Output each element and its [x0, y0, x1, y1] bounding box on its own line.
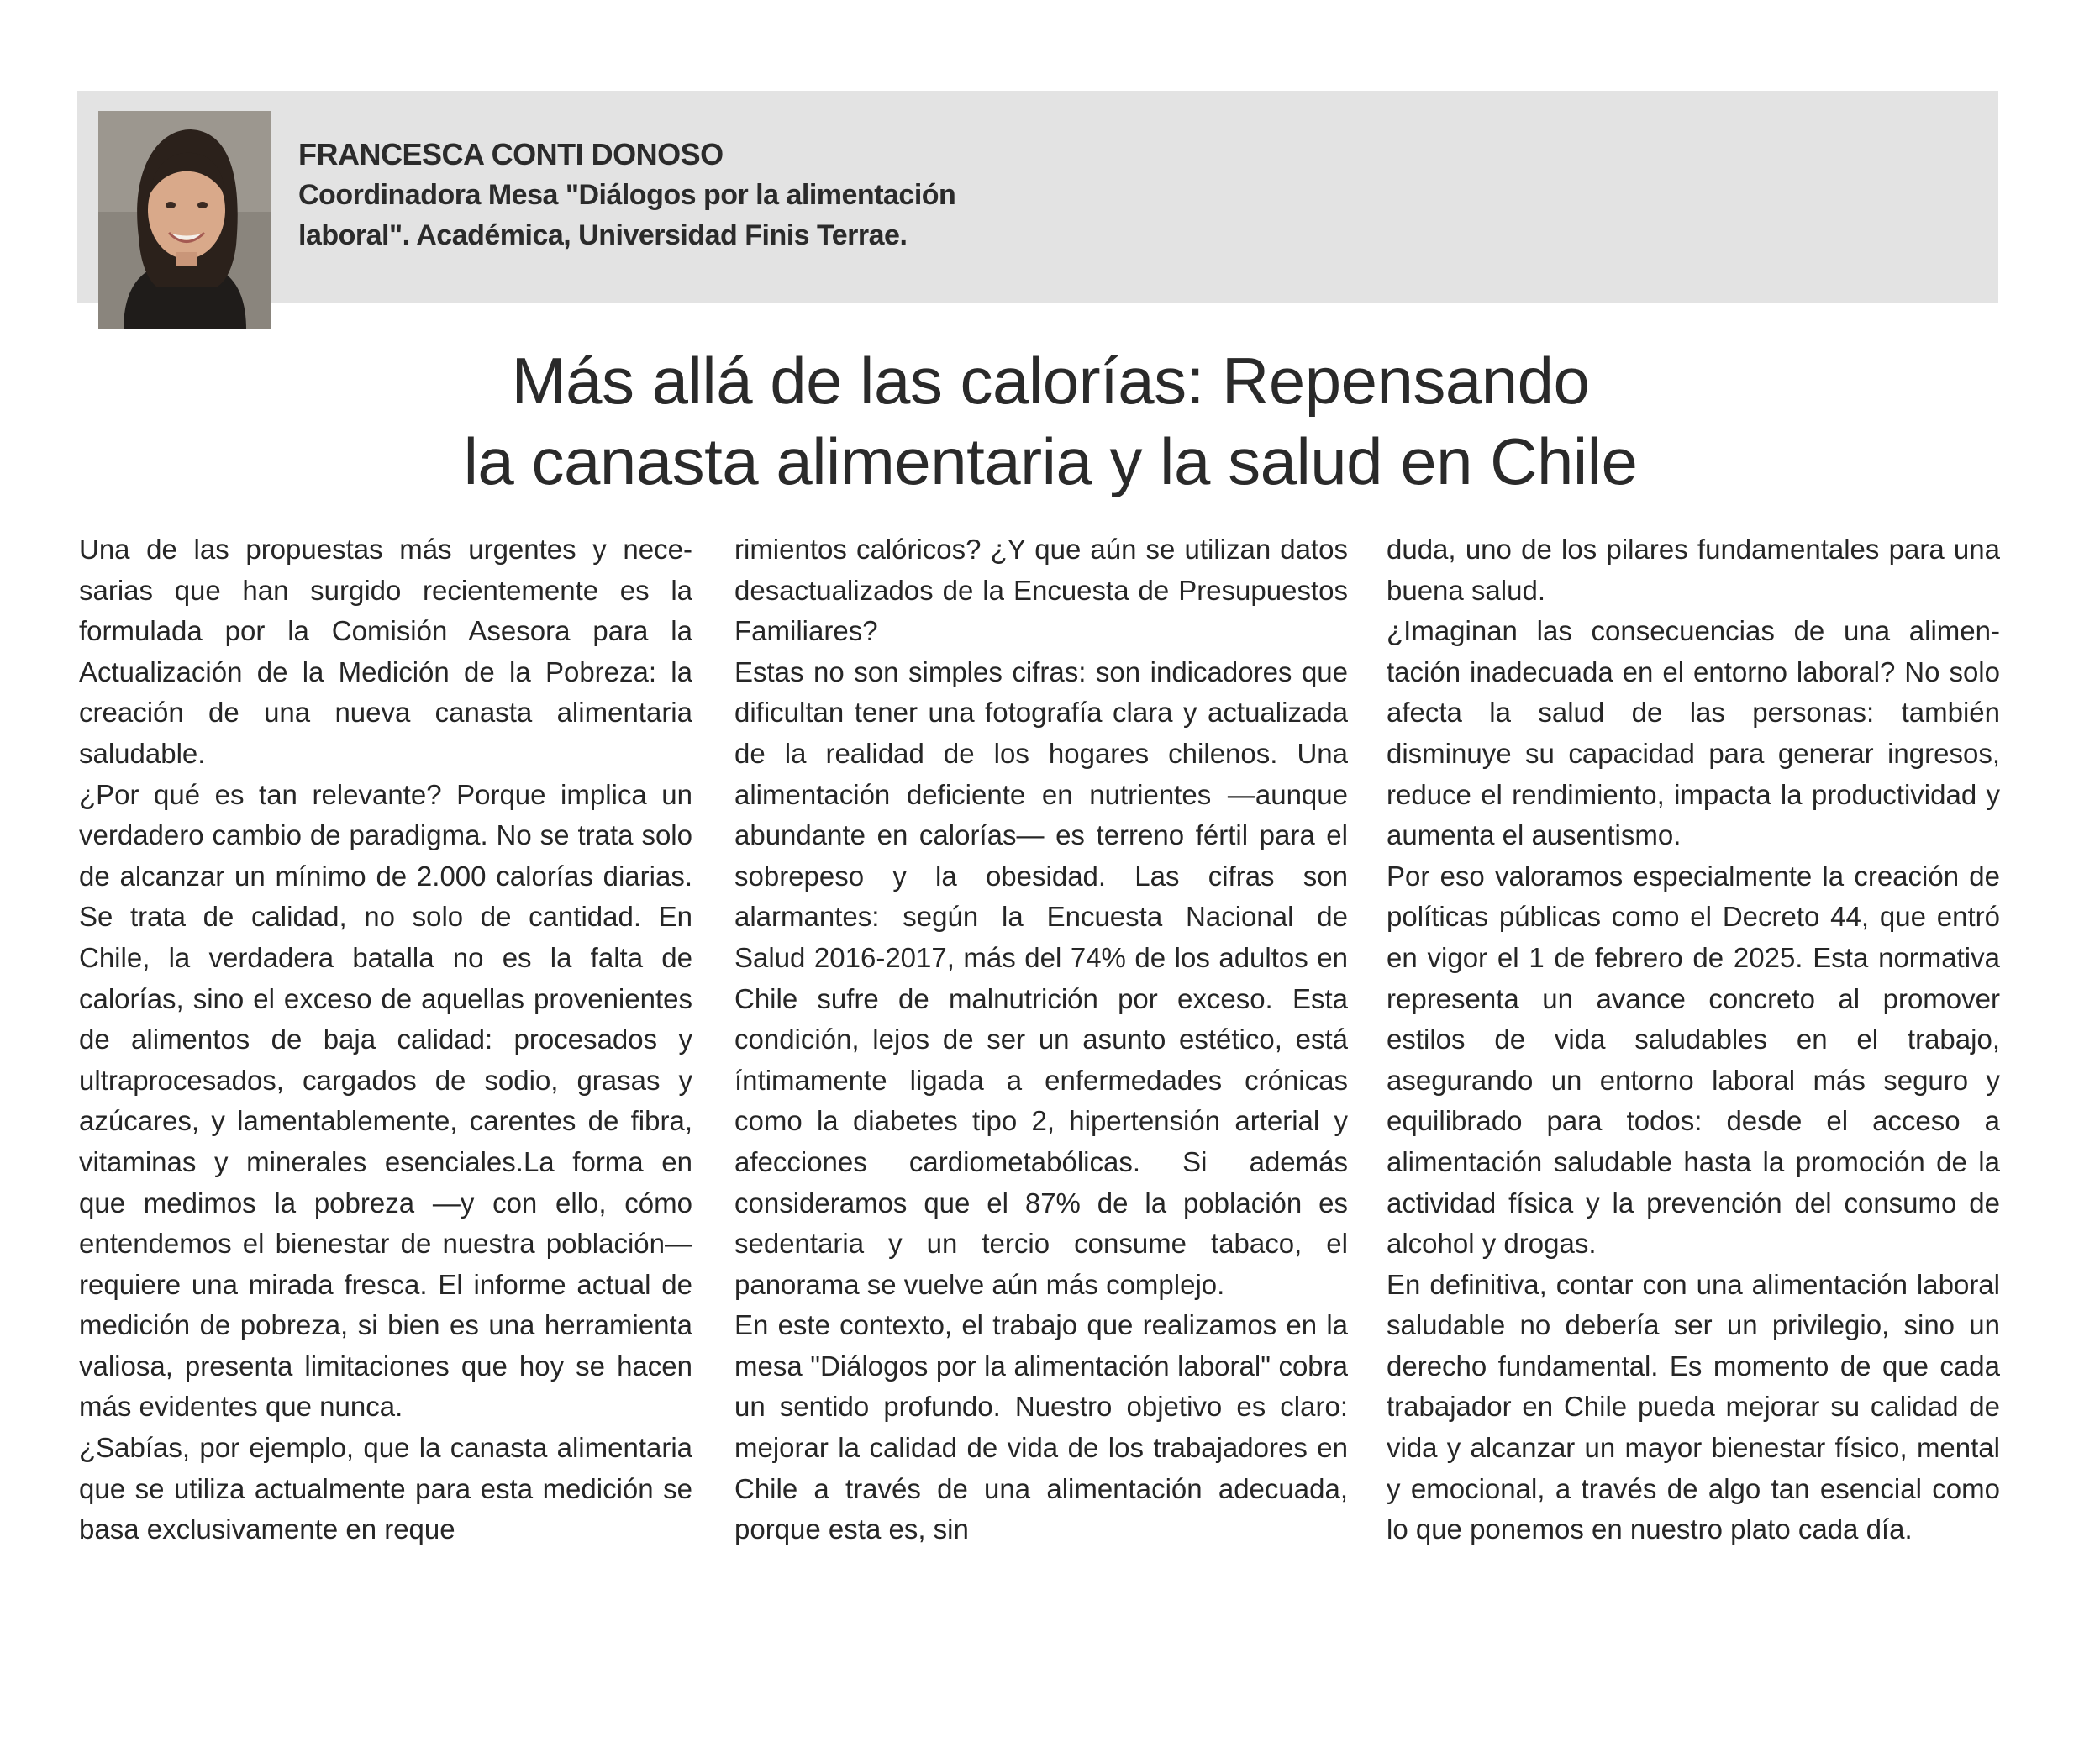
- paragraph: ¿Sabías, por ejemplo, que la canasta alimentaria que se utiliza actualmente para esta medición se basa exclusivamente en reque: [79, 1432, 692, 1545]
- author-name: FRANCESCA CONTI DONOSO: [298, 137, 724, 171]
- paragraph: En este contexto, el trabajo que realizamos en la mesa "Diálogos por la alimentación laboral" cobra un sentido profundo. Nuestro objetivo es claro: mejorar la calidad de vida de los trabajadores en Chile a través de una alimentación adecuada, porque esta es, sin: [734, 1309, 1348, 1545]
- author-photo: [98, 111, 271, 329]
- headline-line-2: la canasta alimentaria y la salud en Chile: [463, 424, 1638, 498]
- paragraph: En definitiva, contar con una alimentación laboral saludable no debería ser un privilegio, sino un derecho fundamental. Es momento de que cada trabajador en Chile pueda mejorar su calidad de vida y alcanzar un mayor bienestar físico, mental y emocional, a través de algo tan esencial como lo que ponemos en nuestro plato cada día.: [1387, 1268, 2000, 1545]
- paragraph: rimientos calóricos? ¿Y que aún se utilizan datos desactualizados de la Encuesta de Presupuestos Familiares?: [734, 534, 1348, 647]
- paragraph: ¿Por qué es tan relevante? Porque implica un verdadero cambio de paradigma. No se trata solo de alcanzar un mínimo de 2.000 calorías diarias. Se trata de calidad, no solo de cantidad. En Chile, la verdadera batalla no es la falta de calorías, sino el exceso de aquellas provenientes de alimentos de baja calidad: procesados y ultraprocesados, cargados de sodio, grasas y azúcares, y lamentablemente, carentes de fibra, vitaminas y minerales esenciales.La forma en que medimos la pobreza —y con ello, cómo entendemos el bienestar de nuestra población— requiere una mirada fresca. El informe actual de medición de pobreza, si bien es una herramienta valiosa, presenta limitaciones que hoy se hacen más evidentes que nunca.: [79, 778, 692, 1423]
- author-byline: [298, 134, 1139, 255]
- author-role-line-1: Coordinadora Mesa "Diálogos por la alimentación: [298, 179, 956, 211]
- article-column-3: [1387, 529, 2000, 1550]
- paragraph: duda, uno de los pilares fundamentales para una buena salud.: [1387, 534, 2000, 606]
- article-column-2: [734, 529, 1348, 1550]
- paragraph: Por eso valoramos especialmente la creación de políticas públicas como el Decreto 44, que entró en vigor el 1 de febrero de 2025. Esta normativa representa un avance concreto al promover estilos de vida saludables en el trabajo, asegurando un entorno laboral más seguro y equilibrado para todos: desde el acceso a alimentación saludable hasta la promoción de la actividad física y la prevención del consumo de alcohol y drogas.: [1387, 860, 2000, 1260]
- paragraph: Estas no son simples cifras: son indicadores que dificultan tener una fotografía clara y actualizada de la realidad de los hogares chilenos. Una alimentación deficiente en nutrientes —aunque abundante en calorías— es terreno fértil para el sobrepeso y la obesidad. Las cifras son alarmantes: según la Encuesta Nacional de Salud 2016-2017, más del 74% de los adultos en Chile sufre de malnutrición por exceso. Esta condición, lejos de ser un asunto estético, está íntimamente ligada a enfermedades crónicas como la diabetes tipo 2, hipertensión arterial y afecciones cardiometabólicas. Si además consideramos que el 87% de la población es sedentaria y un tercio consume tabaco, el panorama se vuelve aún más complejo.: [734, 655, 1348, 1300]
- article-column-1: [79, 529, 692, 1550]
- paragraph: Una de las propuestas más urgentes y necesarias que han surgido recientemente es la formulada por la Comisión Asesora para la Actualización de la Medición de la Pobreza: la creación de una nueva canasta alimentaria saludable.: [79, 534, 692, 769]
- article-headline: [126, 340, 1975, 502]
- article-body: [79, 529, 2000, 1605]
- paragraph: ¿Imaginan las consecuencias de una alimentación inadecuada en el entorno laboral? No solo afecta la salud de las personas: también disminuye su capacidad para generar ingresos, reduce el rendimiento, impacta la productividad y aumenta el ausentismo.: [1387, 615, 2000, 851]
- author-role-line-2: laboral". Académica, Universidad Finis Terrae.: [298, 219, 908, 251]
- headline-line-1: Más allá de las calorías: Repensando: [511, 344, 1590, 418]
